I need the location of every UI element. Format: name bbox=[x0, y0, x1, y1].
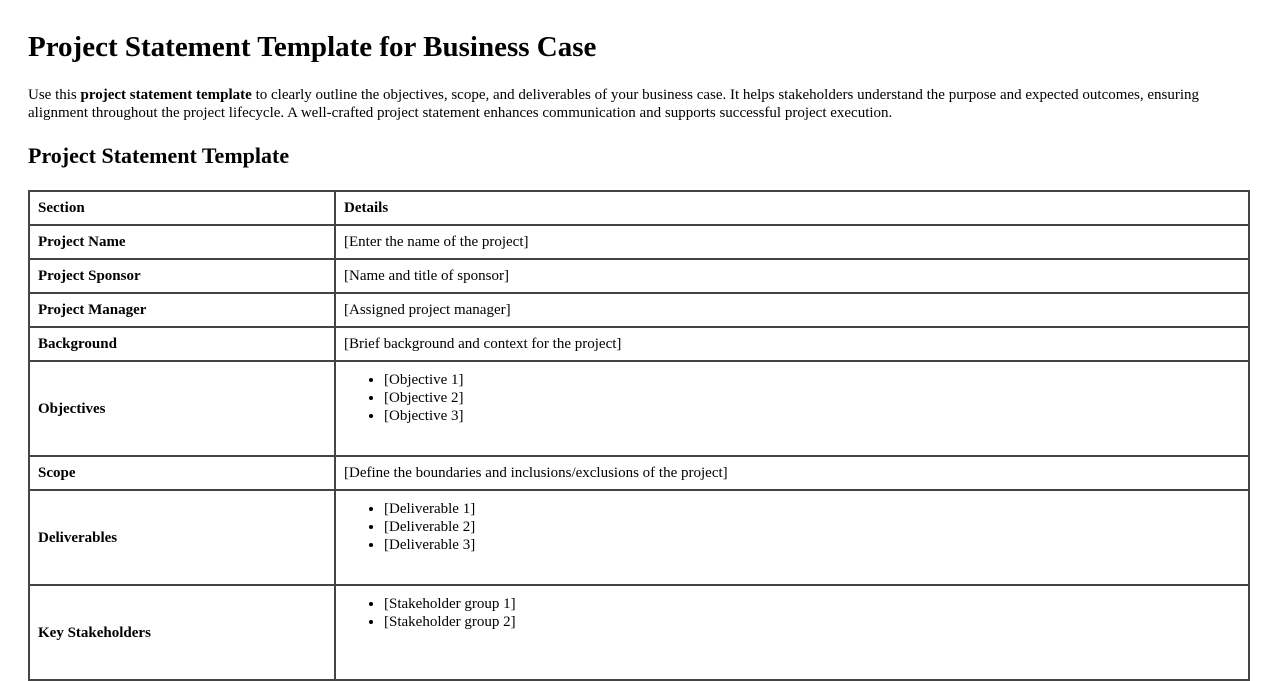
table-row bbox=[29, 225, 1249, 259]
row-details: [Assigned project manager] bbox=[335, 293, 1249, 327]
row-details-list bbox=[335, 361, 1249, 456]
row-section: Scope bbox=[29, 456, 335, 490]
header-details: Details bbox=[335, 191, 1249, 225]
table-row bbox=[29, 259, 1249, 293]
row-details: [Name and title of sponsor] bbox=[335, 259, 1249, 293]
intro-bold-term: project statement template bbox=[80, 87, 252, 103]
row-details-list bbox=[335, 490, 1249, 585]
row-section: Project Sponsor bbox=[29, 259, 335, 293]
list-item: • [Stakeholder group 2] bbox=[384, 613, 1240, 631]
row-details: [Enter the name of the project] bbox=[335, 225, 1249, 259]
row-details: [Define the boundaries and inclusions/exclusions of the project] bbox=[335, 456, 1249, 490]
section-heading: Project Statement Template bbox=[28, 143, 290, 168]
table-row bbox=[29, 361, 1249, 456]
objectives-list bbox=[344, 371, 1240, 425]
row-section: Key Stakeholders bbox=[29, 585, 335, 680]
intro-text-end: to clearly outline the objectives, scope, and deliverables of your business case. It helps stakeholders understand the purpose and expected outcomes, ensuring alignment throughout the project lifecycle. A well-crafted project statement enhances communication and supports successful project execution. bbox=[28, 87, 1200, 121]
list-item: • [Deliverable 1] bbox=[384, 500, 1240, 518]
intro-paragraph bbox=[28, 86, 1228, 122]
list-item: • [Objective 3] bbox=[384, 407, 1240, 425]
list-item: • [Deliverable 2] bbox=[384, 518, 1240, 536]
list-item: • [Objective 1] bbox=[384, 371, 1240, 389]
list-item: • [Objective 2] bbox=[384, 389, 1240, 407]
list-item: • [Stakeholder group 1] bbox=[384, 595, 1240, 613]
table-row bbox=[29, 490, 1249, 585]
table-row bbox=[29, 456, 1249, 490]
row-details-list bbox=[335, 585, 1249, 680]
row-section: Project Name bbox=[29, 225, 335, 259]
list-item: • [Deliverable 3] bbox=[384, 536, 1240, 554]
table-row bbox=[29, 327, 1249, 361]
intro-text-start: Use this bbox=[28, 87, 81, 103]
row-section: Background bbox=[29, 327, 335, 361]
stakeholders-list bbox=[344, 595, 1240, 631]
row-section: Objectives bbox=[29, 361, 335, 456]
page-title: Project Statement Template for Business Case bbox=[28, 31, 597, 63]
project-statement-table bbox=[28, 190, 1250, 681]
deliverables-list bbox=[344, 500, 1240, 554]
table-header-row bbox=[29, 191, 1249, 225]
row-details: [Brief background and context for the project] bbox=[335, 327, 1249, 361]
row-section: Deliverables bbox=[29, 490, 335, 585]
table-row bbox=[29, 585, 1249, 680]
table-row bbox=[29, 293, 1249, 327]
row-section: Project Manager bbox=[29, 293, 335, 327]
header-section: Section bbox=[29, 191, 335, 225]
